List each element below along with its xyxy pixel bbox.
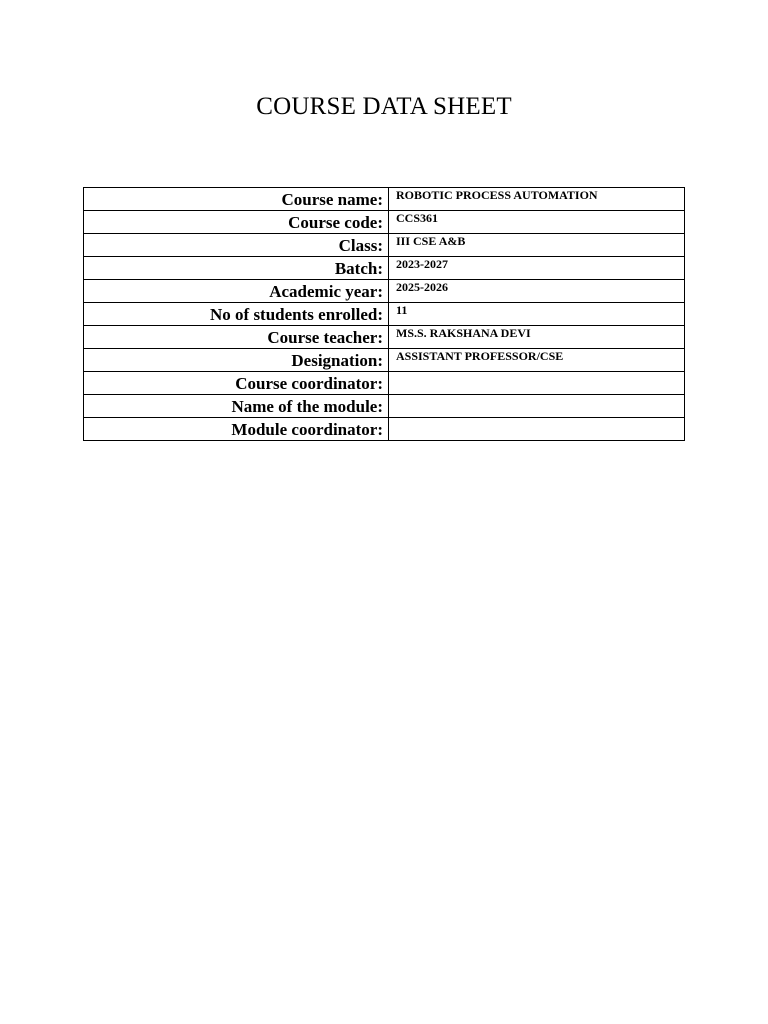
- course-teacher-label: Course teacher:: [84, 326, 389, 349]
- module-coordinator-label: Module coordinator:: [84, 418, 389, 441]
- table-row-academic-year: [84, 280, 685, 303]
- table-row-course-code: [84, 211, 685, 234]
- batch-value: 2023-2027: [389, 257, 685, 280]
- students-enrolled-label: No of students enrolled:: [84, 303, 389, 326]
- course-name-label: Course name:: [84, 188, 389, 211]
- class-value: III CSE A&B: [389, 234, 685, 257]
- table-row-course-teacher: [84, 326, 685, 349]
- class-label: Class:: [84, 234, 389, 257]
- table-row-course-coordinator: [84, 372, 685, 395]
- table-row-module-name: [84, 395, 685, 418]
- table-row-batch: [84, 257, 685, 280]
- module-name-value: [389, 395, 685, 418]
- designation-label: Designation:: [84, 349, 389, 372]
- table-row-module-coordinator: [84, 418, 685, 441]
- batch-label: Batch:: [84, 257, 389, 280]
- table-row-course-name: [84, 188, 685, 211]
- students-enrolled-value: 11: [389, 303, 685, 326]
- course-coordinator-value: [389, 372, 685, 395]
- table-row-designation: [84, 349, 685, 372]
- module-name-label: Name of the module:: [84, 395, 389, 418]
- module-coordinator-value: [389, 418, 685, 441]
- course-coordinator-label: Course coordinator:: [84, 372, 389, 395]
- course-code-value: CCS361: [389, 211, 685, 234]
- academic-year-value: 2025-2026: [389, 280, 685, 303]
- table-row-class: [84, 234, 685, 257]
- designation-value: ASSISTANT PROFESSOR/CSE: [389, 349, 685, 372]
- page-title: COURSE DATA SHEET: [256, 93, 512, 120]
- table-row-students-enrolled: [84, 303, 685, 326]
- course-name-value: ROBOTIC PROCESS AUTOMATION: [389, 188, 685, 211]
- course-code-label: Course code:: [84, 211, 389, 234]
- course-teacher-value: MS.S. RAKSHANA DEVI: [389, 326, 685, 349]
- course-data-table: [83, 187, 685, 441]
- academic-year-label: Academic year:: [84, 280, 389, 303]
